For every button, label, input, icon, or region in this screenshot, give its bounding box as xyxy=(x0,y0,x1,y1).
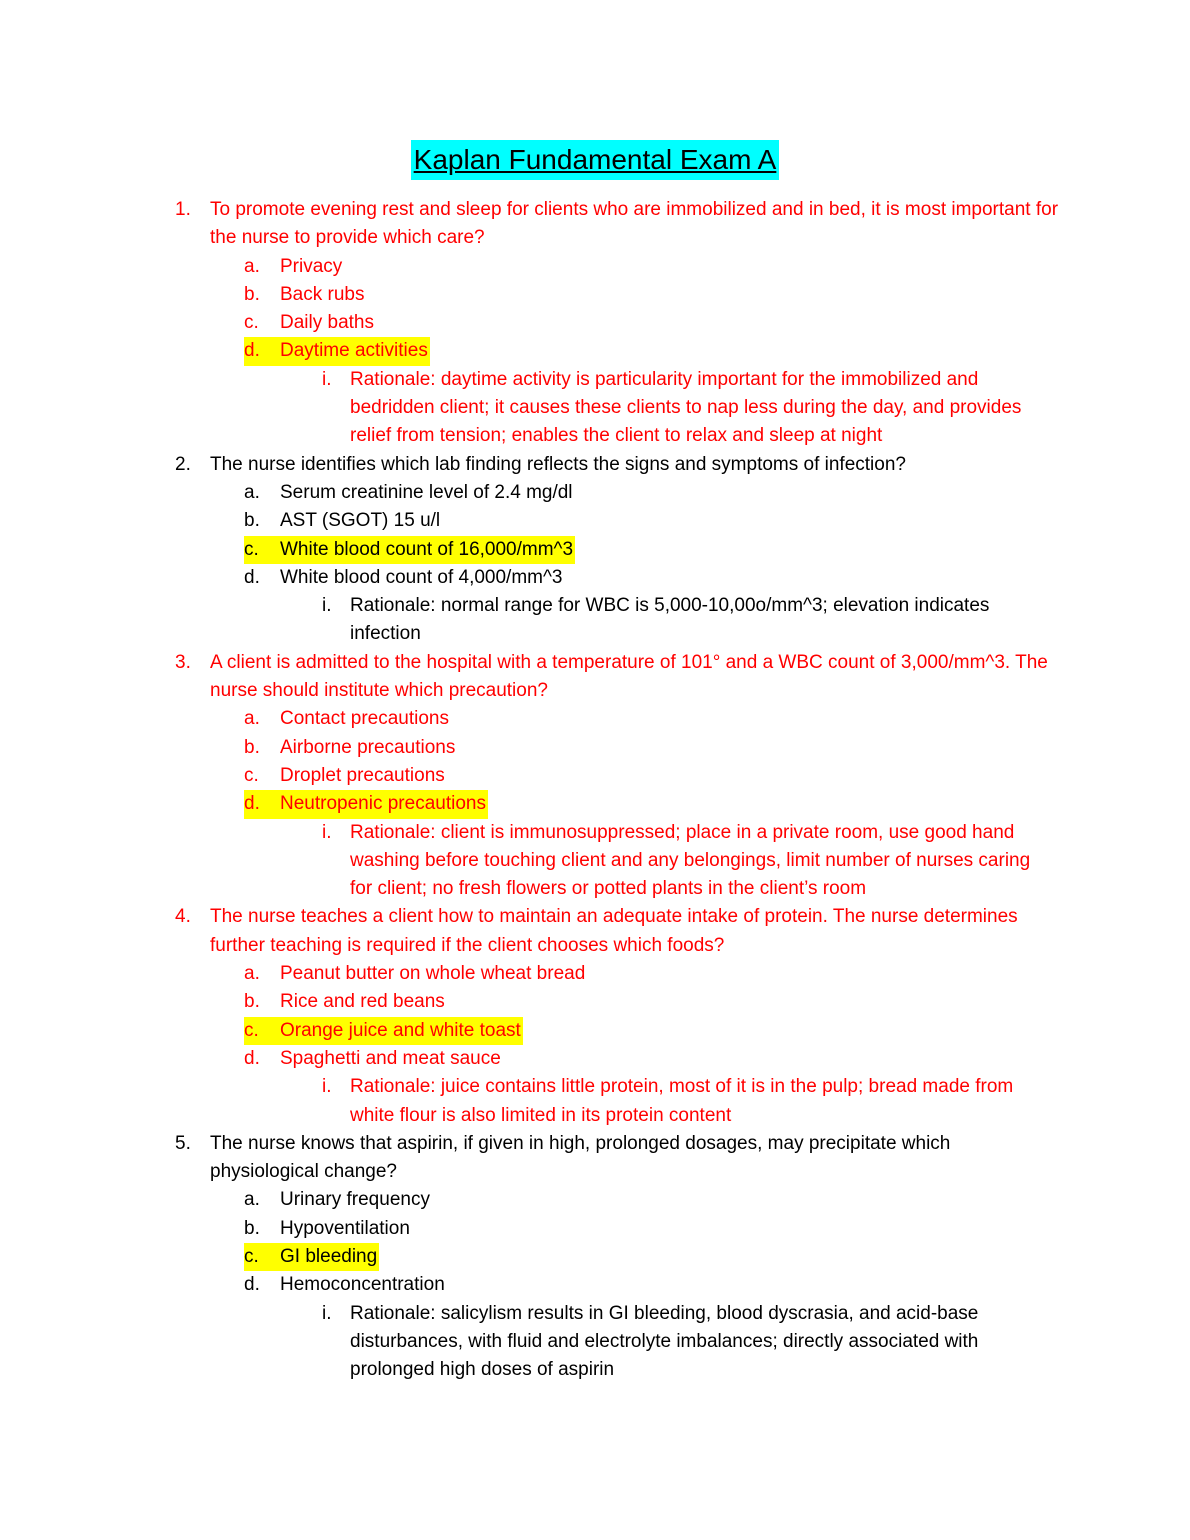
answer-option xyxy=(0,790,1190,818)
answer-option-content xyxy=(244,281,366,309)
question-number: 5. xyxy=(175,1132,191,1154)
question-stem xyxy=(0,1130,1190,1187)
option-text: Urinary frequency xyxy=(280,1189,430,1211)
option-text: AST (SGOT) 15 u/l xyxy=(280,510,441,532)
answer-option xyxy=(0,536,1190,564)
answer-option xyxy=(0,564,1190,592)
answer-option-content xyxy=(244,479,575,507)
rationale-number: i. xyxy=(322,595,332,617)
answer-option-content xyxy=(244,1045,503,1073)
answer-option xyxy=(0,1271,1190,1299)
option-text: Droplet precautions xyxy=(280,764,445,786)
question-item xyxy=(0,451,1190,649)
answer-option-content xyxy=(244,960,587,988)
option-text: Spaghetti and meat sauce xyxy=(280,1047,501,1069)
option-text: Daytime activities xyxy=(280,340,428,362)
rationale-number: i. xyxy=(322,1076,332,1098)
option-text: Neutropenic precautions xyxy=(280,793,486,815)
question-text: A client is admitted to the hospital with a temperature of 101° and a WBC count of 3,000/mm^3. The nurse should institute which precaution? xyxy=(210,651,1048,702)
option-letter: a. xyxy=(244,963,260,985)
rationale-text: Rationale: normal range for WBC is 5,000-10,00o/mm^3; elevation indicates infection xyxy=(350,595,990,645)
option-letter: d. xyxy=(244,1274,260,1296)
answer-option xyxy=(0,281,1190,309)
question-item xyxy=(0,196,1190,451)
option-text: Hypoventilation xyxy=(280,1217,410,1239)
question-item xyxy=(0,903,1190,1129)
correct-answer-option xyxy=(244,790,488,818)
question-number: 4. xyxy=(175,906,191,928)
option-letter: c. xyxy=(244,1245,259,1267)
answer-option xyxy=(0,1045,1190,1073)
option-text: Back rubs xyxy=(280,283,365,305)
option-letter: d. xyxy=(244,566,260,588)
question-stem xyxy=(0,903,1190,960)
option-letter: d. xyxy=(244,793,260,815)
page-title: Kaplan Fundamental Exam A xyxy=(411,140,780,180)
answer-option xyxy=(0,253,1190,281)
question-text: The nurse teaches a client how to maintain an adequate intake of protein. The nurse determines further teaching is required if the client chooses which foods? xyxy=(210,906,1018,956)
question-text: To promote evening rest and sleep for clients who are immobilized and in bed, it is most important for the nurse to provide which care? xyxy=(210,199,1059,249)
answer-option-content xyxy=(244,309,376,337)
option-letter: c. xyxy=(244,312,259,334)
answer-option xyxy=(0,762,1190,790)
option-letter: b. xyxy=(244,736,260,758)
answer-option xyxy=(0,734,1190,762)
answer-option-content xyxy=(244,253,344,281)
answer-option xyxy=(0,1186,1190,1214)
question-text: The nurse identifies which lab finding reflects the signs and symptoms of infection? xyxy=(210,453,906,475)
answer-option-content xyxy=(244,507,442,535)
option-text: White blood count of 4,000/mm^3 xyxy=(280,566,563,588)
option-letter: c. xyxy=(244,1019,259,1041)
correct-answer-option xyxy=(244,1017,523,1045)
option-letter: a. xyxy=(244,481,260,503)
answer-option-content xyxy=(244,762,447,790)
option-text: GI bleeding xyxy=(280,1245,378,1267)
correct-answer-option xyxy=(244,536,575,564)
question-stem xyxy=(0,649,1190,706)
answer-option xyxy=(0,479,1190,507)
option-text: Serum creatinine level of 2.4 mg/dl xyxy=(280,481,573,503)
answer-option-content xyxy=(244,705,451,733)
question-list xyxy=(0,196,1190,1384)
rationale-text: Rationale: client is immunosuppressed; place in a private room, use good hand washing before touching client and any belongings, limit number of nurses caring for client; no fresh flowers or potted plants in the client’s room xyxy=(350,821,1031,900)
option-letter: b. xyxy=(244,510,260,532)
question-stem xyxy=(0,451,1190,479)
answer-option xyxy=(0,309,1190,337)
option-letter: a. xyxy=(244,1189,260,1211)
option-text: Contact precautions xyxy=(280,708,449,730)
answer-option-content xyxy=(244,734,457,762)
option-letter: b. xyxy=(244,283,260,305)
option-letter: a. xyxy=(244,255,260,277)
option-letter: c. xyxy=(244,538,259,560)
rationale-number: i. xyxy=(322,821,332,843)
option-letter: d. xyxy=(244,1047,260,1069)
correct-answer-option xyxy=(244,337,430,365)
answer-option xyxy=(0,1243,1190,1271)
title-container xyxy=(0,140,1190,180)
answer-option-content xyxy=(244,1186,432,1214)
question-number: 3. xyxy=(175,651,191,673)
question-item xyxy=(0,649,1190,904)
option-letter: a. xyxy=(244,708,260,730)
option-text: Peanut butter on whole wheat bread xyxy=(280,963,586,985)
option-letter: d. xyxy=(244,340,260,362)
rationale-text: Rationale: salicylism results in GI bleeding, blood dyscrasia, and acid-base disturbances, with fluid and electrolyte imbalances; directly associated with prolonged high doses of aspirin xyxy=(350,1302,979,1381)
correct-answer-option xyxy=(244,1243,379,1271)
answer-option-content xyxy=(244,1215,412,1243)
option-letter: b. xyxy=(244,1217,260,1239)
answer-option-content xyxy=(244,564,564,592)
question-stem xyxy=(0,196,1190,253)
rationale xyxy=(0,1073,1190,1130)
answer-option xyxy=(0,1215,1190,1243)
option-text: Orange juice and white toast xyxy=(280,1019,521,1041)
option-text: Hemoconcentration xyxy=(280,1274,445,1296)
answer-option xyxy=(0,337,1190,365)
rationale xyxy=(0,1300,1190,1385)
question-item xyxy=(0,1130,1190,1385)
rationale-text: Rationale: juice contains little protein, most of it is in the pulp; bread made from white flour is also limited in its protein content xyxy=(350,1076,1014,1126)
answer-option xyxy=(0,507,1190,535)
rationale xyxy=(0,819,1190,904)
answer-option xyxy=(0,705,1190,733)
question-number: 1. xyxy=(175,199,191,220)
option-letter: b. xyxy=(244,991,260,1013)
answer-option xyxy=(0,960,1190,988)
question-text: The nurse knows that aspirin, if given in high, prolonged dosages, may precipitate which physiological change? xyxy=(210,1132,951,1183)
question-number: 2. xyxy=(175,453,191,475)
answer-option xyxy=(0,988,1190,1016)
rationale-number: i. xyxy=(322,368,332,390)
option-text: Daily baths xyxy=(280,312,374,334)
option-text: Rice and red beans xyxy=(280,991,445,1013)
rationale xyxy=(0,366,1190,451)
rationale xyxy=(0,592,1190,649)
rationale-number: i. xyxy=(322,1302,332,1324)
option-letter: c. xyxy=(244,764,259,786)
rationale-text: Rationale: daytime activity is particularity important for the immobilized and bedridden client; it causes these clients to nap less during the day, and provides relief from tension; enables the client to relax and sleep at night xyxy=(350,368,1022,447)
answer-option xyxy=(0,1017,1190,1045)
option-text: White blood count of 16,000/mm^3 xyxy=(280,538,574,560)
answer-option-content xyxy=(244,1271,447,1299)
answer-option-content xyxy=(244,988,447,1016)
option-text: Privacy xyxy=(280,255,343,277)
option-text: Airborne precautions xyxy=(280,736,456,758)
